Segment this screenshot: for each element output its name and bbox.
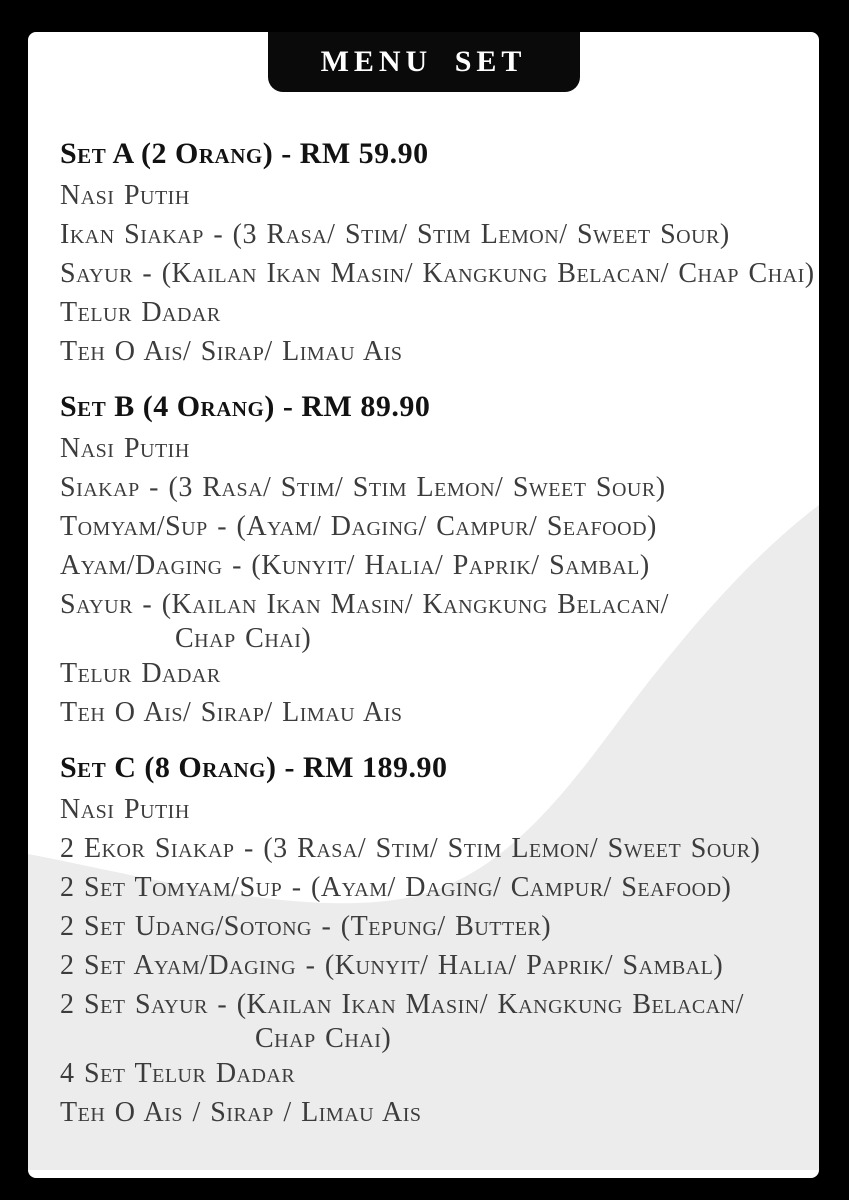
menu-item: 2 Set Udang/Sotong - (Tepung/ Butter) [60,911,552,942]
menu-item: Teh O Ais/ Sirap/ Limau Ais [60,697,403,728]
menu-item: 4 Set Telur Dadar [60,1058,296,1089]
menu-item: Sayur - (Kailan Ikan Masin/ Kangkung Belacan/ [60,589,669,620]
menu-item: Nasi Putih [60,180,190,211]
set-a-heading: Set A (2 Orang) - RM 59.90 [60,137,429,170]
set-b-heading: Set B (4 Orang) - RM 89.90 [60,390,431,423]
menu-item: Telur Dadar [60,658,221,689]
menu-item-wrap-line: Chap Chai) [255,1023,392,1054]
menu-item: Siakap - (3 Rasa/ Stim/ Stim Lemon/ Sweet Sour) [60,472,666,503]
menu-item: Nasi Putih [60,794,190,825]
menu-item: Tomyam/Sup - (Ayam/ Daging/ Campur/ Seafood) [60,511,657,542]
menu-item: Teh O Ais/ Sirap/ Limau Ais [60,336,403,367]
menu-item: Telur Dadar [60,297,221,328]
menu-item: Nasi Putih [60,433,190,464]
menu-item: 2 Set Tomyam/Sup - (Ayam/ Daging/ Campur/ Seafood) [60,872,732,903]
header-tab [268,32,580,92]
menu-item: 2 Set Sayur - (Kailan Ikan Masin/ Kangkung Belacan/ [60,989,744,1020]
set-section-a [60,132,815,371]
menu-item-wrap-line: Chap Chai) [175,623,312,654]
set-section-c [60,746,811,1132]
menu-item: Ayam/Daging - (Kunyit/ Halia/ Paprik/ Sambal) [60,550,650,581]
menu-item: Ikan Siakap - (3 Rasa/ Stim/ Stim Lemon/ Sweet Sour) [60,219,730,250]
menu-item: Teh O Ais / Sirap / Limau Ais [60,1097,422,1128]
menu-title: MENU SET [320,45,527,78]
set-c-heading: Set C (8 Orang) - RM 189.90 [60,751,448,784]
menu-card [28,32,819,1178]
menu-item: 2 Set Ayam/Daging - (Kunyit/ Halia/ Paprik/ Sambal) [60,950,724,981]
menu-item: 2 Ekor Siakap - (3 Rasa/ Stim/ Stim Lemon/ Sweet Sour) [60,833,761,864]
set-section-b [60,385,811,732]
menu-content [28,32,819,1132]
menu-item: Sayur - (Kailan Ikan Masin/ Kangkung Belacan/ Chap Chai) [60,258,815,289]
